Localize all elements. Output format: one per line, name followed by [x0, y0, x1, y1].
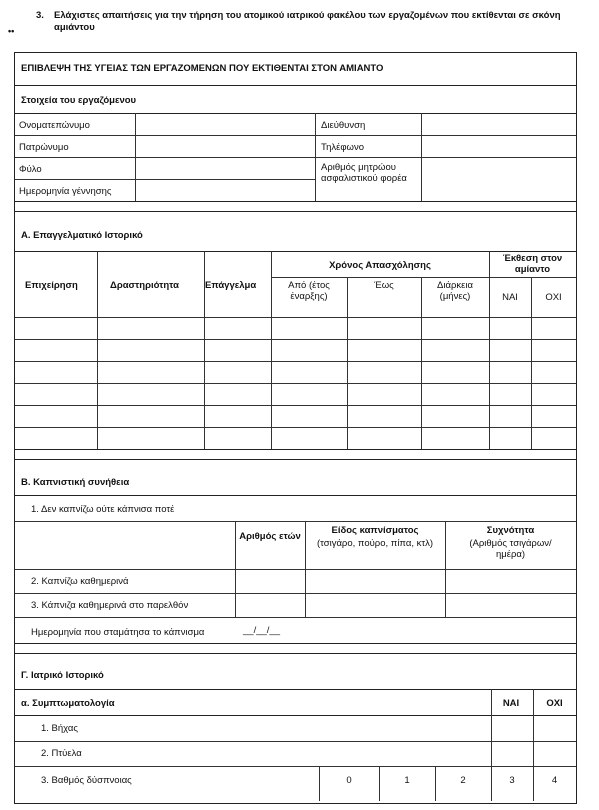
smoking-section-title: Β. Καπνιστική συνήθεια — [21, 477, 130, 488]
dyspnea-scale-1: 1 — [404, 775, 410, 786]
label-insurance-number: Αριθμός μητρώου ασφαλιστικού φορέα — [321, 162, 407, 184]
smoking-never: 1. Δεν καπνίζω ούτε κάπνισα ποτέ — [31, 504, 175, 515]
col-activity: Δραστηριότητα — [110, 280, 180, 291]
symptom-cough: 1. Βήχας — [41, 723, 78, 734]
medical-section-title: Γ. Ιατρικό Ιστορικό — [21, 670, 104, 681]
worker-section-title: Στοιχεία του εργαζόμενου — [21, 95, 137, 106]
section-number: 3. — [36, 10, 44, 21]
col-exposure-no: ΟΧΙ — [545, 292, 562, 303]
col-exposure-yes: ΝΑΙ — [502, 292, 518, 303]
label-phone: Τηλέφωνο — [321, 142, 364, 153]
label-surname: Ονοματεπώνυμο — [19, 120, 90, 131]
col-duration: Διάρκεια (μήνες) — [437, 280, 473, 302]
label-sex: Φύλο — [19, 164, 42, 175]
col-profession: Επάγγελμα — [205, 280, 257, 291]
smoking-stop-date: Ημερομηνία που σταμάτησα το κάπνισμα — [31, 627, 205, 638]
dyspnea-scale-2: 2 — [460, 775, 466, 786]
col-smoking-frequency: Συχνότητα — [486, 525, 535, 536]
form-frame — [14, 52, 577, 804]
col-symptom-no: ΟΧΙ — [546, 698, 563, 709]
smoking-daily: 2. Καπνίζω καθημερινά — [31, 576, 129, 587]
col-from-year: Από (έτος έναρξης) — [288, 280, 330, 302]
dyspnea-scale-3: 3 — [509, 775, 515, 786]
label-father-name: Πατρώνυμο — [19, 142, 69, 153]
label-birthdate: Ημερομηνία γέννησης — [19, 186, 112, 197]
col-employment-time: Χρόνος Απασχόλησης — [329, 260, 431, 271]
col-asbestos-exposure: Έκθεση στον αμίαντο — [502, 253, 563, 275]
dyspnea-scale-0: 0 — [346, 775, 352, 786]
col-smoking-type-note: (τσιγάρο, πούρο, πίπα, κτλ) — [316, 538, 434, 549]
bullet-marks: •• — [8, 26, 15, 36]
col-smoking-years: Αριθμός ετών — [239, 531, 301, 542]
col-symptom-yes: ΝΑΙ — [502, 698, 520, 709]
smoking-stop-date-blank: __/__/__ — [243, 625, 280, 636]
dyspnea-scale-4: 4 — [551, 775, 558, 786]
col-company: Επιχείρηση — [25, 280, 78, 291]
label-address: Διεύθυνση — [321, 120, 366, 131]
symptom-sputum: 2. Πτύελα — [41, 748, 82, 759]
col-to: Έως — [374, 280, 394, 291]
occupational-section-title: Α. Επαγγελματικό Ιστορικό — [21, 230, 143, 241]
smoking-past-daily: 3. Κάπνιζα καθημερινά στο παρελθόν — [31, 600, 189, 611]
section-heading-text: Ελάχιστες απαιτήσεις για την τήρηση του ατομικού ιατρικού φακέλου των εργαζομένων που εκτίθενται σε σκόνη αμιάντου — [54, 10, 561, 33]
col-smoking-frequency-note: (Αριθμός τσιγάρων/ημέρα) — [469, 538, 552, 560]
symptoms-subtitle: α. Συμπτωματολογία — [21, 698, 115, 709]
symptom-dyspnea: 3. Βαθμός δύσπνοιας — [41, 775, 132, 786]
col-smoking-type: Είδος καπνίσματος — [331, 525, 419, 536]
form-title: ΕΠΙΒΛΕΨΗ ΤΗΣ ΥΓΕΙΑΣ ΤΩΝ ΕΡΓΑΖΟΜΕΝΩΝ ΠΟΥ ΕΚΤΙΘΕΝΤΑΙ ΣΤΟΝ ΑΜΙΑΝΤΟ — [21, 63, 384, 74]
